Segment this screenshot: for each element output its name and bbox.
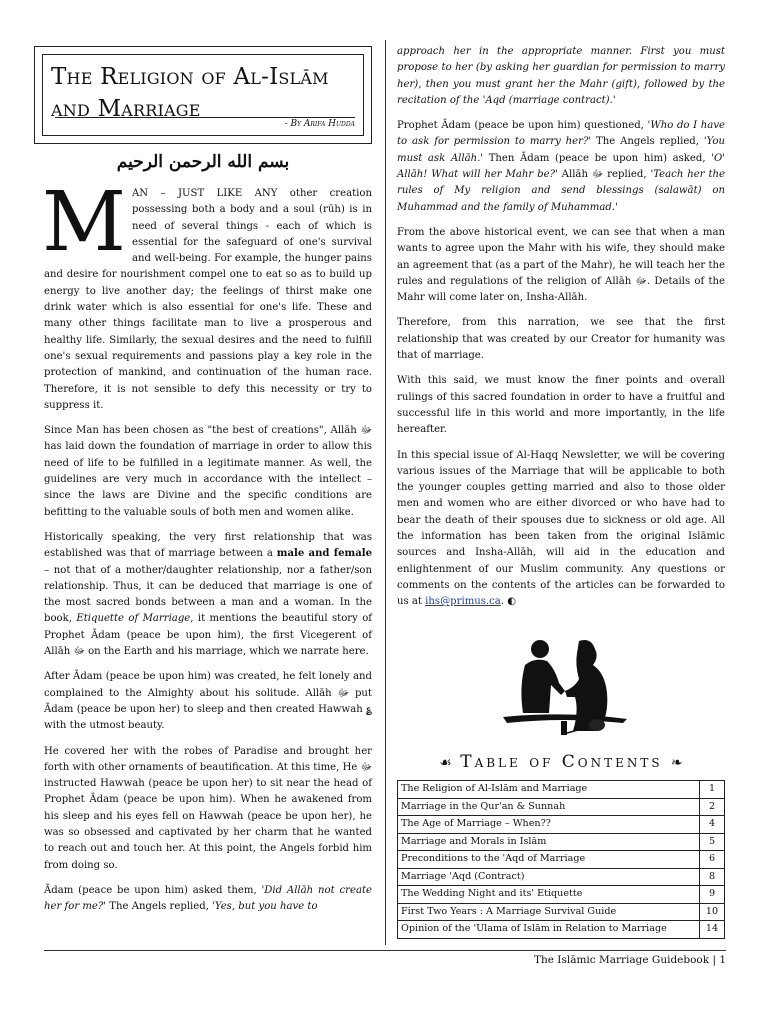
ornament-left-icon: ☙ [439, 755, 452, 771]
quote: 'Teach her the rules of My religion and send blessings (salawāt) on Muhammad and the family of Muhammad.' [397, 169, 725, 213]
toc-row[interactable] [398, 781, 725, 799]
toc-entry-page: 10 [700, 903, 725, 921]
toc-heading-text: Table of Contents [460, 752, 663, 772]
toc-entry-page: 1 [700, 781, 725, 799]
text-run: Prophet Ādam (peace be upon him) questioned, [397, 120, 648, 132]
toc-entry-title: The Religion of Al-Islām and Marriage [398, 781, 700, 799]
text-run: The Angels replied, [106, 901, 213, 913]
toc-row[interactable] [398, 868, 725, 886]
text-run: Ādam (peace be upon him) asked them, [44, 884, 262, 896]
toc-row[interactable] [398, 886, 725, 904]
text-run: , it mentions the beautiful story of Prophet Ādam (peace be upon him), the first Vicegerent of Allāh ﷻ on the Earth and his marriage, which we narrate here. [44, 613, 373, 658]
table-of-contents [397, 780, 725, 939]
title-box [34, 46, 372, 144]
toc-entry-page: 9 [700, 886, 725, 904]
paragraph-special-issue [397, 448, 725, 611]
toc-row[interactable] [398, 851, 725, 869]
toc-entry-title: Marriage in the Qur'an & Sunnah [398, 798, 700, 816]
toc-entry-page: 8 [700, 868, 725, 886]
toc-row[interactable] [398, 833, 725, 851]
paragraph-robes-of-paradise: He covered her with the robes of Paradise and brought her forth with other ornaments of beautification. At this time, He ﷻ instructed Hawwah (peace be upon her) to sit near the head of Prophet Ādam (peace be upon him). When he awakened from his sleep and his eyes fell on Hawwah (peace be upon her), he was so obsessed and captivated by her charm that he wanted to reach out and touch her. At this point, the Angels forbid him from doing so. [44, 745, 372, 871]
text-run: The Angels replied, [591, 136, 704, 148]
toc-entry-title: The Wedding Night and its' Etiquette [398, 886, 700, 904]
ornament-right-icon: ❧ [671, 755, 683, 771]
book-title: Etiquette of Marriage [76, 613, 191, 625]
paragraph-historically [44, 530, 372, 660]
text-run: In this special issue of Al-Haqq Newsletter, we will be covering various issues of the Marriage that will be applicable to both the younger couples getting married and also to those older men and women who are either divorced or who have had to bear the death of their spouses due to sickness or old age. All the information has been taken from the original Islāmic sources and Insha-Allāh, will aid in the education and enlightenment of our Muslim community. Any questions or comments on the contents of the articles can be forwarded to us at [397, 449, 725, 608]
paragraph-best-of-creations: Since Man has been chosen as "the best of creations", Allāh ﷻ has laid down the foundation of marriage in order to allow this need of life to be fulfilled in a legitimate manner. As well, the guidelines are very much in accordance with the intellect – since the laws are Divine and the specific conditions are befitting to the valuable souls of both men and women alike. [44, 425, 372, 518]
right-column [397, 44, 725, 611]
quote: 'Yes, but you have to [212, 901, 318, 913]
drop-cap: M [42, 175, 126, 270]
bismillah-calligraphy: بسم الله الرحمن الرحيم [116, 152, 290, 172]
article-title: The Religion of Al-Islām and Marriage [51, 64, 329, 122]
toc-entry-page: 2 [700, 798, 725, 816]
toc-row[interactable] [398, 903, 725, 921]
toc-entry-title: Opinion of the 'Ulama of Islām in Relation to Marriage [398, 921, 700, 939]
byline: - By Arifa Hudda [55, 117, 355, 129]
page-footer: The Islāmic Marriage Guidebook | 1 [533, 954, 726, 966]
paragraph-first-relationship: Therefore, from this narration, we see that the first relationship that was created by our Creator for humanity was that of marriage. [397, 317, 725, 362]
toc-heading [397, 752, 725, 772]
couple-silhouette-image [495, 635, 635, 737]
quote: 'O' Allāh! What will her Mahr be?' [397, 152, 726, 181]
quote: 'You must ask Allāh.' [397, 136, 725, 164]
text-run: Then Ādam (peace be upon him) asked, [483, 152, 712, 164]
text-run: . ◐ [500, 596, 517, 608]
toc-entry-title: Marriage and Morals in Islām [398, 833, 700, 851]
toc-entry-page: 5 [700, 833, 725, 851]
paragraph-adam-lonely: After Ādam (peace be upon him) was created, he felt lonely and complained to the Almighty about his solitude. Allāh ﷻ put Ādam (peace be upon her) to sleep and then created Hawwah ؏ with the utmost beauty. [44, 671, 372, 732]
paragraph-adam-questioned [397, 118, 725, 216]
paragraph-continued-quote [397, 44, 725, 109]
bold-phrase: male and female [276, 548, 372, 560]
left-column [42, 175, 373, 915]
text-run: – not that of a mother/daughter relationship, nor a father/son relationship. Thus, it can be deduced that marriage is one of the most sacred bonds between a man and a woman. In the book, [44, 564, 372, 625]
toc-entry-title: First Two Years : A Marriage Survival Guide [398, 903, 700, 921]
toc-entry-page: 4 [700, 816, 725, 834]
toc-entry-title: Marriage 'Aqd (Contract) [398, 868, 700, 886]
paragraph-historical-event: From the above historical event, we can see that when a man wants to agree upon the Mahr with his wife, they should make an agreement that (as a part of the Mahr), he will teach her the rules and regulations of the religion of Allāh ﷻ. Details of the Mahr will come later on, Insha-Allāh. [397, 226, 725, 304]
paragraph-adam-asked [44, 883, 372, 916]
quote: 'Did Allāh not create her for me?' [44, 884, 372, 913]
toc-entry-page: 6 [700, 851, 725, 869]
title-inner-frame [42, 54, 364, 136]
footer-rule [44, 950, 726, 951]
toc-entry-page: 14 [700, 921, 725, 939]
paragraph-finer-points: With this said, we must know the finer points and overall rulings of this sacred foundation in order to have a fruitful and successful life in this world and more importantly, in the life hereafter. [397, 375, 725, 436]
toc-row[interactable] [398, 798, 725, 816]
email-link[interactable]: ihs@primus.ca [425, 596, 501, 608]
intro-paragraph [42, 175, 372, 414]
toc-row[interactable] [398, 816, 725, 834]
text-run: Allāh ﷻ replied, [557, 169, 651, 181]
quote: 'Who do I have to ask for permission to marry her?' [397, 120, 725, 148]
toc-row[interactable] [398, 921, 725, 939]
toc-entry-title: Preconditions to the 'Aqd of Marriage [398, 851, 700, 869]
toc-entry-title: The Age of Marriage – When?? [398, 816, 700, 834]
quote: approach her in the appropriate manner. First you must propose to her (by asking her guardian for permission to marry her), then you must grant her the Mahr (gift), followed by the recitation of the 'Aqd (marriage contract).' [397, 46, 725, 106]
text-run: Historically speaking, the very first relationship that was established was that of marriage between a [44, 531, 372, 560]
column-divider [385, 40, 386, 945]
intro-text: AN – JUST LIKE ANY other creation possessing both a body and a soul (rūh) is in need of several things - each of which is essential for the safeguard of one's survival and well-being. For example, the hunger pains and desire for nourishment compel one to eat so as to build up energy to live another day; the feelings of thirst make one drink water which is also essential for one's life. These and many other things facilitate man to live a prosperous and healthy life. Similarly, the sexual desires and the need to fulfill one's sexual requirements and passions play a key role in the protection of mankind, and continuation of the human race. Therefore, it is not sensible to defy this necessity or try to suppress it. [44, 188, 372, 411]
